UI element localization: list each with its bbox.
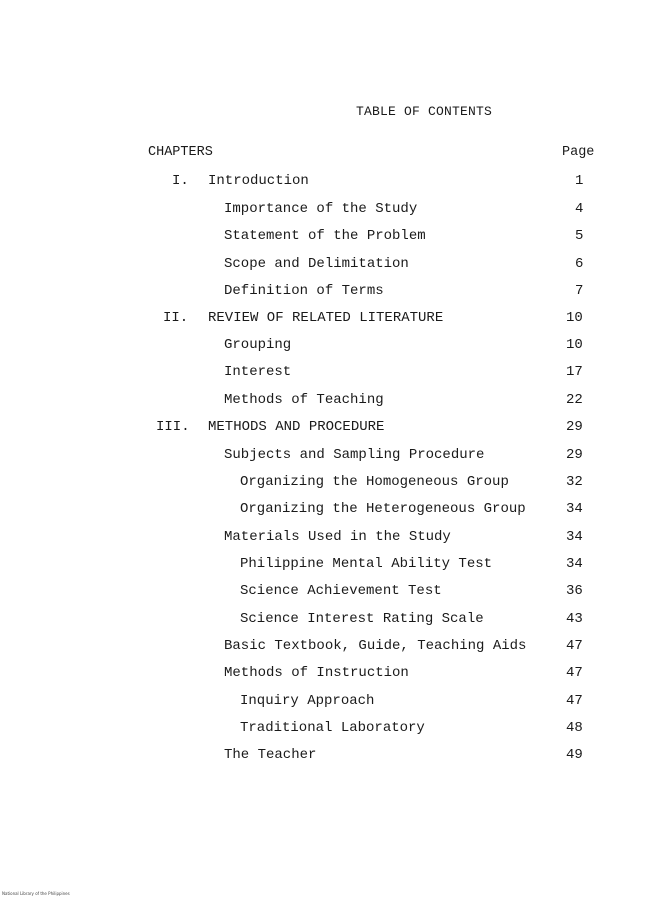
toc-page-number: 47 xyxy=(566,693,583,709)
toc-entry: Inquiry Approach xyxy=(240,693,375,709)
toc-page-number: 32 xyxy=(566,474,583,490)
toc-page-number: 36 xyxy=(566,583,583,599)
toc-entry: Methods of Teaching xyxy=(224,392,384,408)
chapter-numeral: II. xyxy=(163,310,189,326)
toc-entry-chapter: Introduction xyxy=(208,173,309,189)
toc-entry: Traditional Laboratory xyxy=(240,720,425,736)
toc-page-number: 4 xyxy=(575,201,584,217)
toc-page-number: 48 xyxy=(566,720,583,736)
toc-entry: Philippine Mental Ability Test xyxy=(240,556,493,572)
toc-page-number: 34 xyxy=(566,556,583,572)
toc-entry: Methods of Instruction xyxy=(224,665,409,681)
toc-entry: Interest xyxy=(224,364,292,380)
toc-page-number: 29 xyxy=(566,419,583,435)
toc-entry: Science Achievement Test xyxy=(240,583,442,599)
toc-entry: Importance of the Study xyxy=(224,201,418,217)
toc-page-number: 22 xyxy=(566,392,583,408)
toc-page-number: 47 xyxy=(566,665,583,681)
toc-page-number: 1 xyxy=(575,173,584,189)
chapters-header: CHAPTERS xyxy=(148,145,213,160)
toc-entry: Organizing the Heterogeneous Group xyxy=(240,501,526,517)
chapter-numeral: III. xyxy=(156,419,190,435)
toc-page-number: 47 xyxy=(566,638,583,654)
toc-entry-chapter: REVIEW OF RELATED LITERATURE xyxy=(208,310,444,326)
toc-page-number: 34 xyxy=(566,529,583,545)
toc-entry-chapter: METHODS AND PROCEDURE xyxy=(208,419,385,435)
toc-entry: Science Interest Rating Scale xyxy=(240,611,484,627)
toc-entry: Definition of Terms xyxy=(224,283,384,299)
toc-page-number: 10 xyxy=(566,337,583,353)
toc-page-number: 7 xyxy=(575,283,584,299)
toc-page-number: 10 xyxy=(566,310,583,326)
page-title: TABLE OF CONTENTS xyxy=(356,104,493,119)
page-header: Page xyxy=(562,145,595,160)
toc-page-number: 43 xyxy=(566,611,583,627)
toc-entry: Subjects and Sampling Procedure xyxy=(224,447,485,463)
toc-page-number: 34 xyxy=(566,501,583,517)
toc-page-number: 5 xyxy=(575,228,584,244)
toc-entry: Organizing the Homogeneous Group xyxy=(240,474,509,490)
toc-entry: Basic Textbook, Guide, Teaching Aids xyxy=(224,638,527,654)
toc-page-number: 17 xyxy=(566,364,583,380)
toc-page-number: 6 xyxy=(575,256,584,272)
toc-entry: Grouping xyxy=(224,337,292,353)
chapter-numeral: I. xyxy=(172,173,189,189)
toc-page-number: 29 xyxy=(566,447,583,463)
toc-page-number: 49 xyxy=(566,747,583,763)
footer-watermark: National Library of the Philippines xyxy=(2,891,70,896)
toc-entry: Scope and Delimitation xyxy=(224,256,409,272)
toc-entry: Statement of the Problem xyxy=(224,228,426,244)
toc-entry: Materials Used in the Study xyxy=(224,529,451,545)
toc-entry: The Teacher xyxy=(224,747,317,763)
